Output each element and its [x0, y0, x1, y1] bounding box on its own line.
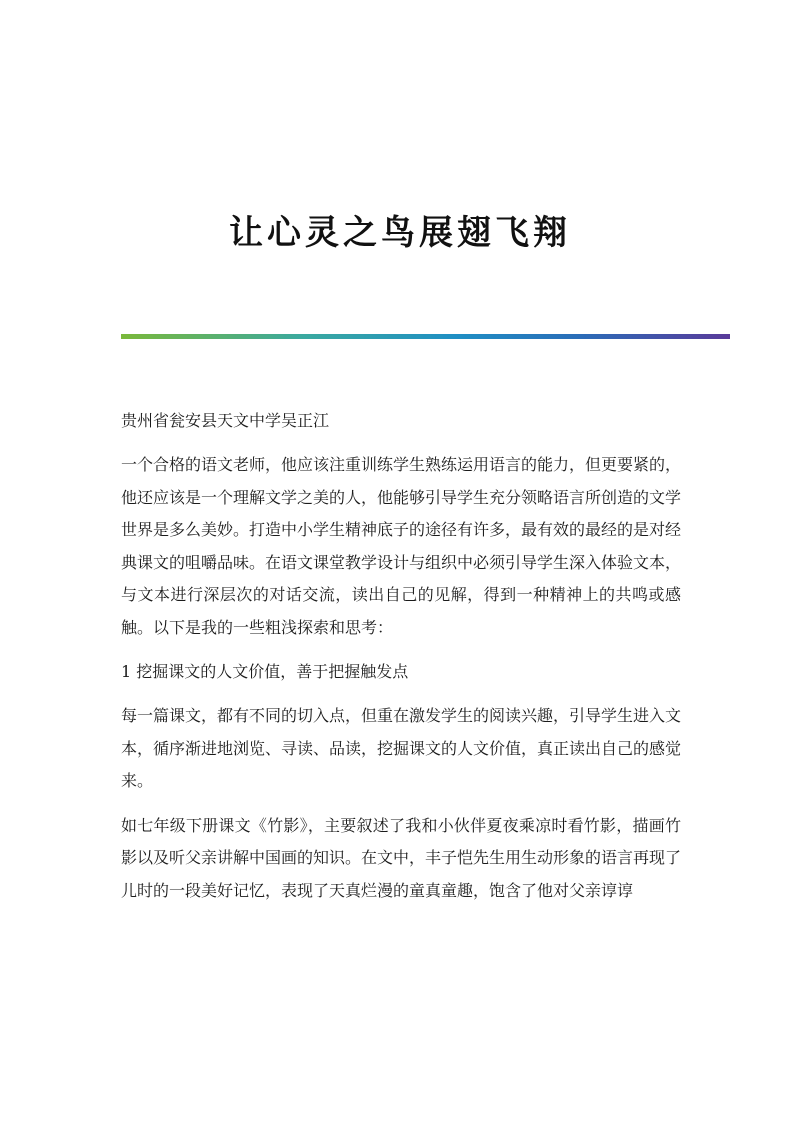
paragraph-2: 每一篇课文，都有不同的切入点，但重在激发学生的阅读兴趣，引导学生进入文本，循序渐进地浏览、寻读、品读，挖掘课文的人文价值，真正读出自己的感觉来。 — [121, 706, 682, 790]
page-title: 让心灵之鸟展翅飞翔 — [229, 212, 571, 253]
section-heading-1: 1 挖掘课文的人文价值，善于把握触发点 — [121, 662, 409, 681]
title-divider — [121, 334, 730, 339]
author-line: 贵州省瓮安县天文中学吴正江 — [121, 411, 330, 430]
paragraph-1: 一个合格的语文老师，他应该注重训练学生熟练运用语言的能力，但更要紧的，他还应该是一个理解文学之美的人，他能够引导学生充分领略语言所创造的文学世界是多么美妙。打造中小学生精神底子的途径有许多，最有效的最经的是对经典课文的咀嚼品味。在语文课堂教学设计与组织中必须引导学生深入体验文本，与文本进行深层次的对话交流，读出自己的见解，得到一种精神上的共鸣或感触。以下是我的一些粗浅探索和思考： — [121, 455, 682, 637]
paragraph-3: 如七年级下册课文《竹影》，主要叙述了我和小伙伴夏夜乘凉时看竹影，描画竹影以及听父亲讲解中国画的知识。在文中，丰子恺先生用生动形象的语言再现了儿时的一段美好记忆，表现了天真烂漫的童真童趣，饱含了他对父亲谆谆 — [121, 815, 682, 900]
document-body — [121, 405, 681, 919]
